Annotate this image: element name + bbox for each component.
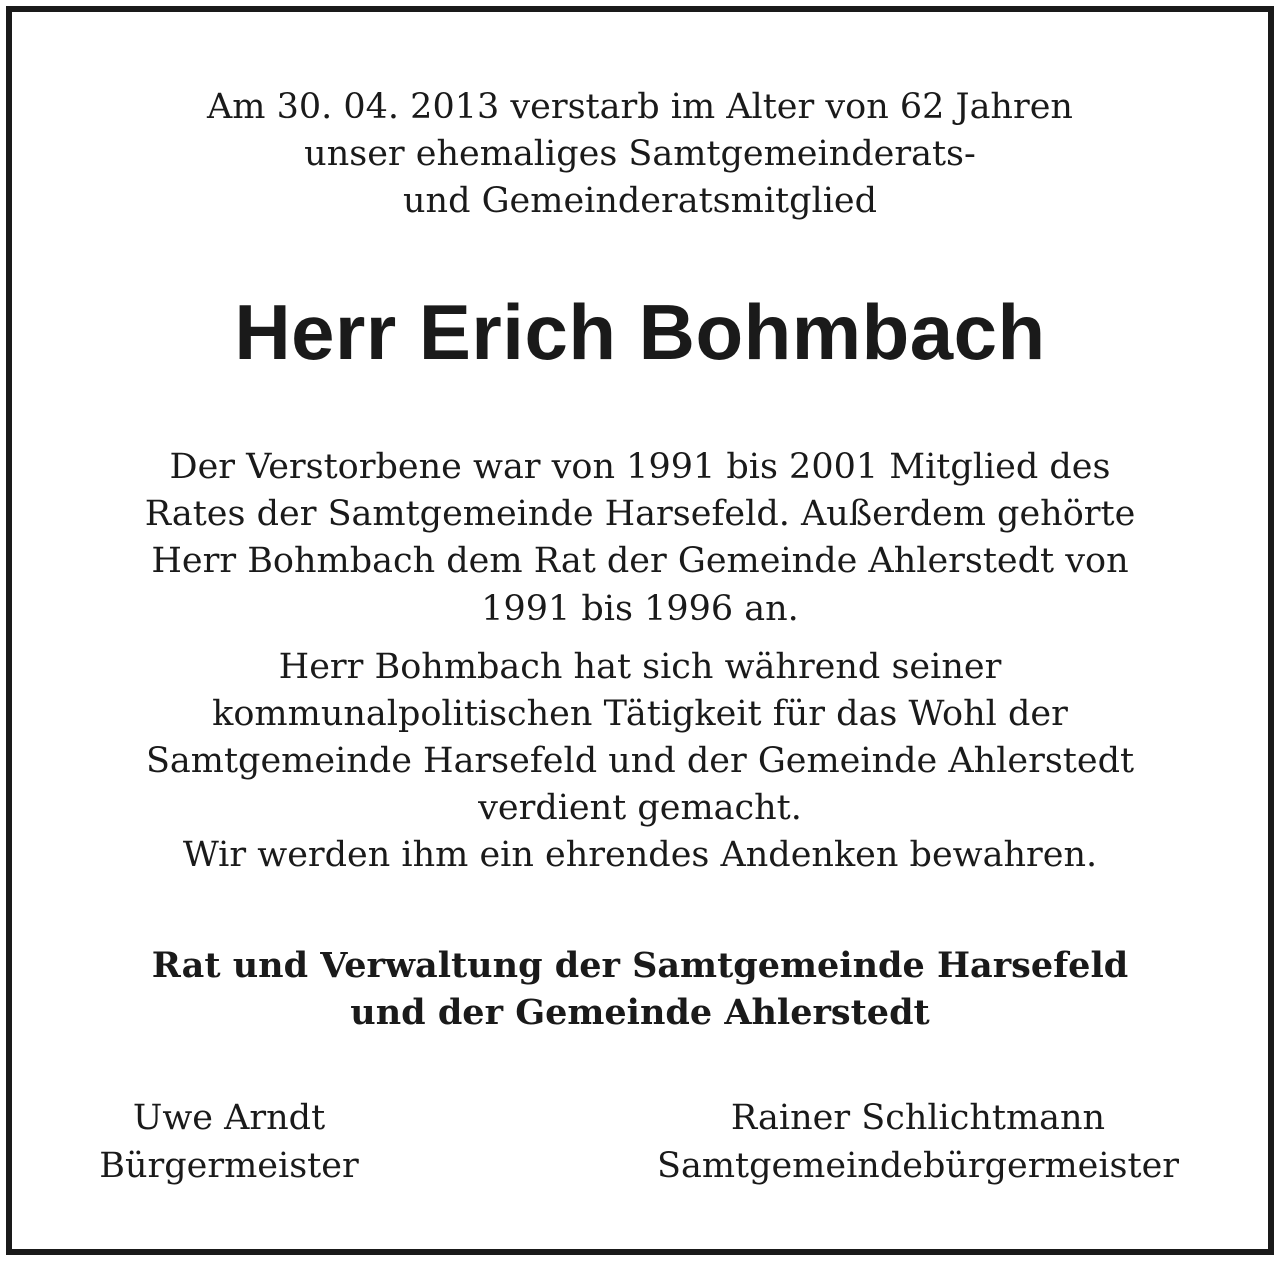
signatory-title: Samtgemeindebürgermeister <box>656 1146 1180 1186</box>
organization-line: und der Gemeinde Ahlerstedt <box>350 992 930 1033</box>
body-line: Rates der Samtgemeinde Harsefeld. Außerdem gehörte <box>144 494 1136 534</box>
intro-line: unser ehemaliges Samtgemeinderats- <box>304 134 976 174</box>
body-line: kommunalpolitischen Tätigkeit für das Wohl der <box>212 694 1068 734</box>
body-line: Herr Bohmbach hat sich während seiner <box>278 647 1002 687</box>
signatory-left <box>70 1094 388 1190</box>
signatory-title: Bürgermeister <box>99 1146 359 1186</box>
signatory-name: Rainer Schlichtmann <box>730 1098 1106 1138</box>
body-line: 1991 bis 1996 an. <box>481 589 799 629</box>
body-line: Wir werden ihm ein ehrendes Andenken bewahren. <box>182 835 1098 875</box>
intro-line: Am 30. 04. 2013 verstarb im Alter von 62 Jahren <box>207 87 1073 127</box>
body-line: Herr Bohmbach dem Rat der Gemeinde Ahlerstedt von <box>151 541 1129 581</box>
body-line: verdient gemacht. <box>478 788 802 828</box>
body-line: Samtgemeinde Harsefeld und der Gemeinde Ahlerstedt <box>145 741 1135 781</box>
organization-line: Rat und Verwaltung der Samtgemeinde Harsefeld <box>151 945 1129 986</box>
intro-line: und Gemeinderatsmitglied <box>402 181 878 221</box>
body-line: Der Verstorbene war von 1991 bis 2001 Mitglied des <box>169 447 1111 487</box>
signatory-name: Uwe Arndt <box>132 1098 326 1138</box>
signatory-right <box>618 1094 1218 1190</box>
obituary-notice <box>6 6 1274 1255</box>
deceased-name: Herr Erich Bohmbach <box>234 288 1046 376</box>
